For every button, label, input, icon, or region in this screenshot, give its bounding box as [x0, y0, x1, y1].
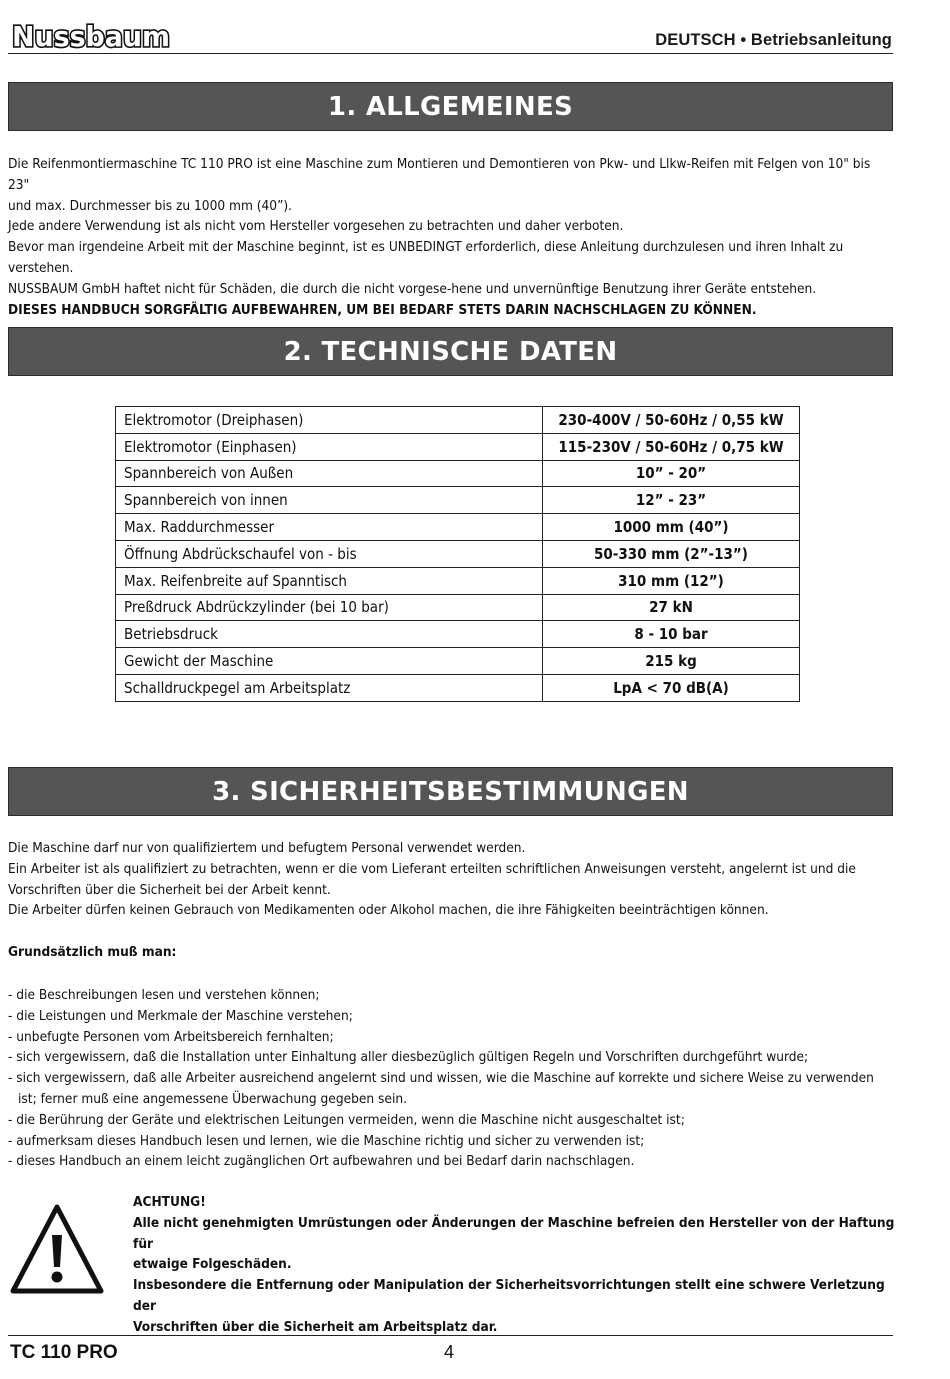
list-item: - unbefugte Personen vom Arbeitsbereich fernhalten;: [8, 1028, 334, 1045]
section-3-title: 3. SICHERHEITSBESTIMMUNGEN: [8, 767, 893, 816]
spec-label: Spannbereich von innen: [116, 487, 543, 514]
section-1-title: 1. ALLGEMEINES: [8, 82, 893, 131]
spec-value: 115-230V / 50-60Hz / 0,75 kW: [543, 433, 800, 460]
section-3-text: [8, 838, 894, 921]
spec-value: 12” - 23”: [543, 487, 800, 514]
spec-label: Preßdruck Abdrückzylinder (bei 10 bar): [116, 594, 543, 621]
table-row: [116, 621, 800, 648]
header-divider: [8, 53, 893, 54]
paragraph-line: Bevor man irgendeine Arbeit mit der Maschine beginnt, ist es UNBEDINGT erforderlich, diese Anleitung durchzulesen und ihren Inhalt zu verstehen.: [8, 239, 844, 276]
spec-value: 27 kN: [543, 594, 800, 621]
header-language-label: DEUTSCH • Betriebsanleitung: [655, 31, 892, 49]
paragraph-line: Die Maschine darf nur von qualifiziertem und befugtem Personal verwendet werden.: [8, 840, 526, 856]
list-item: - dieses Handbuch an einem leicht zugänglichen Ort aufbewahren und bei Bedarf darin nachschlagen.: [8, 1153, 635, 1170]
list-item: - die Beschreibungen lesen und verstehen können;: [8, 987, 320, 1003]
nussbaum-logo: [10, 20, 174, 52]
paragraph-line: Die Reifenmontiermaschine TC 110 PRO ist eine Maschine zum Montieren und Demontieren von Pkw- und Llkw-Reifen mit Felgen von 10" bis 23": [8, 156, 871, 193]
table-row: [116, 540, 800, 567]
spec-value: 230-400V / 50-60Hz / 0,55 kW: [543, 407, 800, 434]
paragraph-line: und max. Durchmesser bis zu 1000 mm (40”).: [8, 197, 293, 214]
list-item: - die Berührung der Geräte und elektrischen Leitungen vermeiden, wenn die Maschine nicht ausgeschaltet ist;: [8, 1111, 685, 1128]
spec-label: Gewicht der Maschine: [116, 648, 543, 675]
warning-text: [133, 1192, 895, 1338]
spec-value: 8 - 10 bar: [543, 621, 800, 648]
section-2-title: 2. TECHNISCHE DATEN: [8, 327, 893, 376]
warning-line: Insbesondere die Entfernung oder Manipulation der Sicherheitsvorrichtungen stellt eine schwere Verletzung der: [133, 1277, 885, 1314]
list-item: - sich vergewissern, daß die Installation unter Einhaltung aller diesbezüglich gültigen Regeln und Vorschriften durchgeführt wurde;: [8, 1049, 809, 1066]
paragraph-bold-line: DIESES HANDBUCH SORGFÄLTIG AUFBEWAHREN, UM BEI BEDARF STETS DARIN NACHSCHLAGEN ZU KÖNNEN.: [8, 301, 757, 318]
list-item-continuation: ist; ferner muß eine angemessene Überwachung gegeben sein.: [18, 1090, 407, 1107]
warning-line: Alle nicht genehmigten Umrüstungen oder Änderungen der Maschine befreien den Hersteller von der Haftung für: [133, 1214, 895, 1252]
warning-heading: ACHTUNG!: [133, 1194, 206, 1210]
table-row: [116, 567, 800, 594]
list-item: - die Leistungen und Merkmale der Maschine verstehen;: [8, 1007, 353, 1024]
warning-triangle-icon: [9, 1203, 105, 1295]
logo-text: Nussbaum: [12, 20, 170, 52]
spec-value: 310 mm (12”): [543, 567, 800, 594]
spec-value: 215 kg: [543, 648, 800, 675]
paragraph-line: NUSSBAUM GmbH haftet nicht für Schäden, die durch die nicht vorgese-hene und unvernünftige Benutzung ihrer Geräte entstehen.: [8, 280, 817, 297]
warning-line: Vorschriften über die Sicherheit am Arbeitsplatz dar.: [133, 1318, 498, 1335]
table-row: [116, 487, 800, 514]
safety-rules-list: [8, 985, 898, 1172]
paragraph-line: Ein Arbeiter ist als qualifiziert zu betrachten, wenn er die vom Lieferant erteilten schriftlichen Anweisungen versteht, angelernt ist und die: [8, 860, 856, 877]
table-row: [116, 433, 800, 460]
spec-label: Spannbereich von Außen: [116, 460, 543, 487]
warning-line: etwaige Folgeschäden.: [133, 1256, 292, 1273]
paragraph-line: Die Arbeiter dürfen keinen Gebrauch von Medikamenten oder Alkohol machen, die ihre Fähigkeiten beeinträchtigen können.: [8, 902, 769, 919]
paragraph-line: Vorschriften über die Sicherheit bei der Arbeit kennt.: [8, 881, 331, 898]
footer-model: TC 110 PRO: [10, 1342, 118, 1363]
spec-label: Betriebsdruck: [116, 621, 543, 648]
spec-label: Max. Raddurchmesser: [116, 514, 543, 541]
spec-value: 1000 mm (40”): [543, 514, 800, 541]
spec-value: 10” - 20”: [543, 460, 800, 487]
spec-value: 50-330 mm (2”-13”): [543, 540, 800, 567]
table-row: [116, 594, 800, 621]
page-number: 4: [444, 1342, 455, 1362]
spec-value: LpA < 70 dB(A): [543, 674, 800, 701]
spec-label: Öffnung Abdrückschaufel von - bis: [116, 540, 543, 567]
footer-divider: [8, 1335, 893, 1336]
table-row: [116, 674, 800, 701]
spec-label: Elektromotor (Dreiphasen): [116, 407, 543, 434]
spec-label: Schalldruckpegel am Arbeitsplatz: [116, 674, 543, 701]
paragraph-line: Jede andere Verwendung ist als nicht vom Hersteller vorgesehen zu betrachten und daher verboten.: [8, 218, 624, 235]
section-3-subheading: Grundsätzlich muß man:: [8, 944, 177, 960]
list-item: - sich vergewissern, daß alle Arbeiter ausreichend angelernt sind und wissen, wie die Maschine auf korrekte und sichere Weise zu verwenden: [8, 1070, 874, 1087]
spec-label: Elektromotor (Einphasen): [116, 433, 543, 460]
table-row: [116, 460, 800, 487]
table-row: [116, 407, 800, 434]
list-item: - aufmerksam dieses Handbuch lesen und lernen, wie die Maschine richtig und sicher zu verwenden ist;: [8, 1132, 645, 1149]
table-row: [116, 648, 800, 675]
spec-label: Max. Reifenbreite auf Spanntisch: [116, 567, 543, 594]
technical-data-table: [115, 406, 800, 702]
table-row: [116, 514, 800, 541]
section-1-text: [8, 154, 894, 320]
